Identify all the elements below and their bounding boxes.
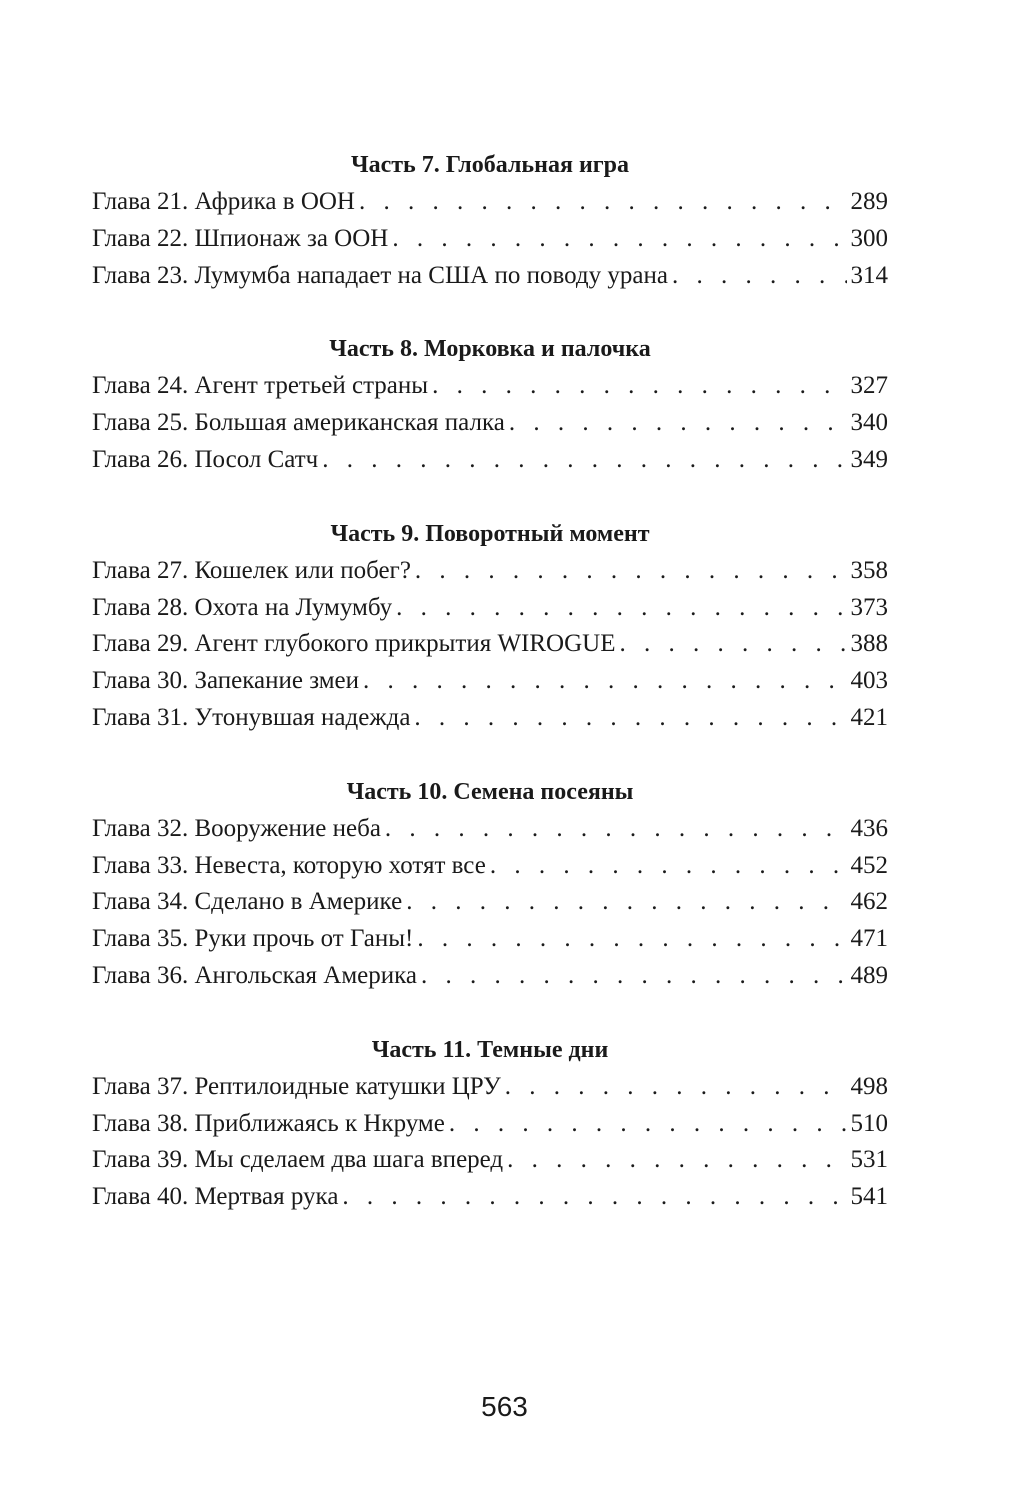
toc-part	[92, 330, 888, 478]
dot-leader	[421, 958, 847, 995]
toc-entry	[92, 405, 888, 442]
chapter-page: 300	[850, 224, 888, 252]
chapter-title: Глава 23. Лумумба нападает на США по поводу урана	[92, 261, 668, 289]
chapter-page: 340	[850, 409, 888, 437]
chapter-title: Глава 22. Шпионаж за ООН	[92, 224, 389, 252]
chapter-page: 531	[850, 1146, 888, 1174]
toc-entry	[92, 626, 888, 663]
toc-entry	[92, 1106, 888, 1143]
dot-leader	[509, 405, 847, 442]
part-title: Часть 8. Морковка и палочка	[329, 336, 651, 363]
toc-entry	[92, 958, 888, 995]
toc-entry	[92, 184, 888, 221]
chapter-title: Глава 31. Утонувшая надежда	[92, 703, 411, 731]
chapter-page: 462	[850, 888, 888, 916]
chapter-title: Глава 26. Посол Сатч	[92, 445, 319, 473]
chapter-title: Глава 28. Охота на Лумумбу	[92, 593, 393, 621]
chapter-title: Глава 39. Мы сделаем два шага вперед	[92, 1146, 504, 1174]
page-number: 563	[481, 1391, 528, 1422]
dot-leader	[415, 553, 847, 590]
table-of-contents	[92, 146, 888, 1252]
dot-leader	[672, 258, 847, 295]
toc-entry	[92, 884, 888, 921]
chapter-page: 471	[850, 925, 888, 953]
chapter-title: Глава 34. Сделано в Америке	[92, 888, 403, 916]
chapter-page: 541	[850, 1183, 888, 1211]
toc-part	[92, 515, 888, 737]
dot-leader	[449, 1106, 847, 1143]
dot-leader	[322, 442, 846, 479]
chapter-page: 489	[850, 961, 888, 989]
dot-leader	[414, 700, 846, 737]
dot-leader	[417, 921, 846, 958]
chapter-title: Глава 36. Ангольская Америка	[92, 961, 417, 989]
toc-entry	[92, 221, 888, 258]
toc-part	[92, 146, 888, 294]
toc-part	[92, 1031, 888, 1216]
toc-entry	[92, 553, 888, 590]
toc-entry	[92, 590, 888, 627]
chapter-page: 403	[850, 667, 888, 695]
toc-entry	[92, 1069, 888, 1106]
chapter-page: 436	[850, 814, 888, 842]
toc-part	[92, 773, 888, 995]
toc-entry	[92, 258, 888, 295]
dot-leader	[392, 221, 846, 258]
chapter-page: 421	[850, 703, 888, 731]
toc-entry	[92, 1179, 888, 1216]
chapter-title: Глава 30. Запекание змеи	[92, 667, 360, 695]
dot-leader	[432, 368, 846, 405]
dot-leader	[505, 1069, 847, 1106]
chapter-page: 510	[850, 1109, 888, 1137]
chapter-title: Глава 38. Приближаясь к Нкруме	[92, 1109, 445, 1137]
chapter-page: 452	[850, 851, 888, 879]
chapter-title: Глава 29. Агент глубокого прикрытия WIROGUE	[92, 630, 616, 658]
dot-leader	[396, 590, 846, 627]
part-title: Часть 10. Семена посеяны	[346, 778, 634, 805]
chapter-page: 349	[850, 445, 888, 473]
toc-entry	[92, 700, 888, 737]
toc-entry	[92, 811, 888, 848]
dot-leader	[620, 626, 847, 663]
dot-leader	[406, 884, 846, 921]
chapter-page: 314	[850, 261, 888, 289]
chapter-title: Глава 40. Мертвая рука	[92, 1183, 339, 1211]
chapter-title: Глава 37. Рептилоидные катушки ЦРУ	[92, 1072, 501, 1100]
part-title: Часть 9. Поворотный момент	[330, 520, 650, 547]
chapter-title: Глава 32. Вооружение неба	[92, 814, 381, 842]
chapter-title: Глава 21. Африка в ООН	[92, 188, 355, 215]
chapter-page: 498	[850, 1072, 888, 1100]
dot-leader	[385, 811, 847, 848]
part-title: Часть 7. Глобальная игра	[350, 152, 630, 178]
dot-leader	[359, 184, 847, 221]
dot-leader	[363, 663, 846, 700]
dot-leader	[342, 1179, 846, 1216]
chapter-title: Глава 25. Большая американская палка	[92, 409, 505, 437]
chapter-title: Глава 33. Невеста, которую хотят все	[92, 851, 486, 879]
chapter-page: 358	[850, 556, 888, 584]
toc-entry	[92, 921, 888, 958]
chapter-title: Глава 35. Руки прочь от Ганы!	[92, 925, 414, 953]
chapter-title: Глава 24. Агент третьей страны	[92, 372, 429, 400]
chapter-page: 289	[850, 188, 888, 215]
toc-entry	[92, 848, 888, 885]
part-title: Часть 11. Темные дни	[371, 1036, 609, 1063]
dot-leader	[507, 1142, 846, 1179]
toc-entry	[92, 368, 888, 405]
dot-leader	[490, 848, 847, 885]
toc-entry	[92, 442, 888, 479]
toc-entry	[92, 1142, 888, 1179]
toc-entry	[92, 663, 888, 700]
chapter-page: 388	[850, 630, 888, 658]
chapter-page: 327	[850, 372, 888, 400]
chapter-title: Глава 27. Кошелек или побег?	[92, 556, 411, 584]
chapter-page: 373	[850, 593, 888, 621]
